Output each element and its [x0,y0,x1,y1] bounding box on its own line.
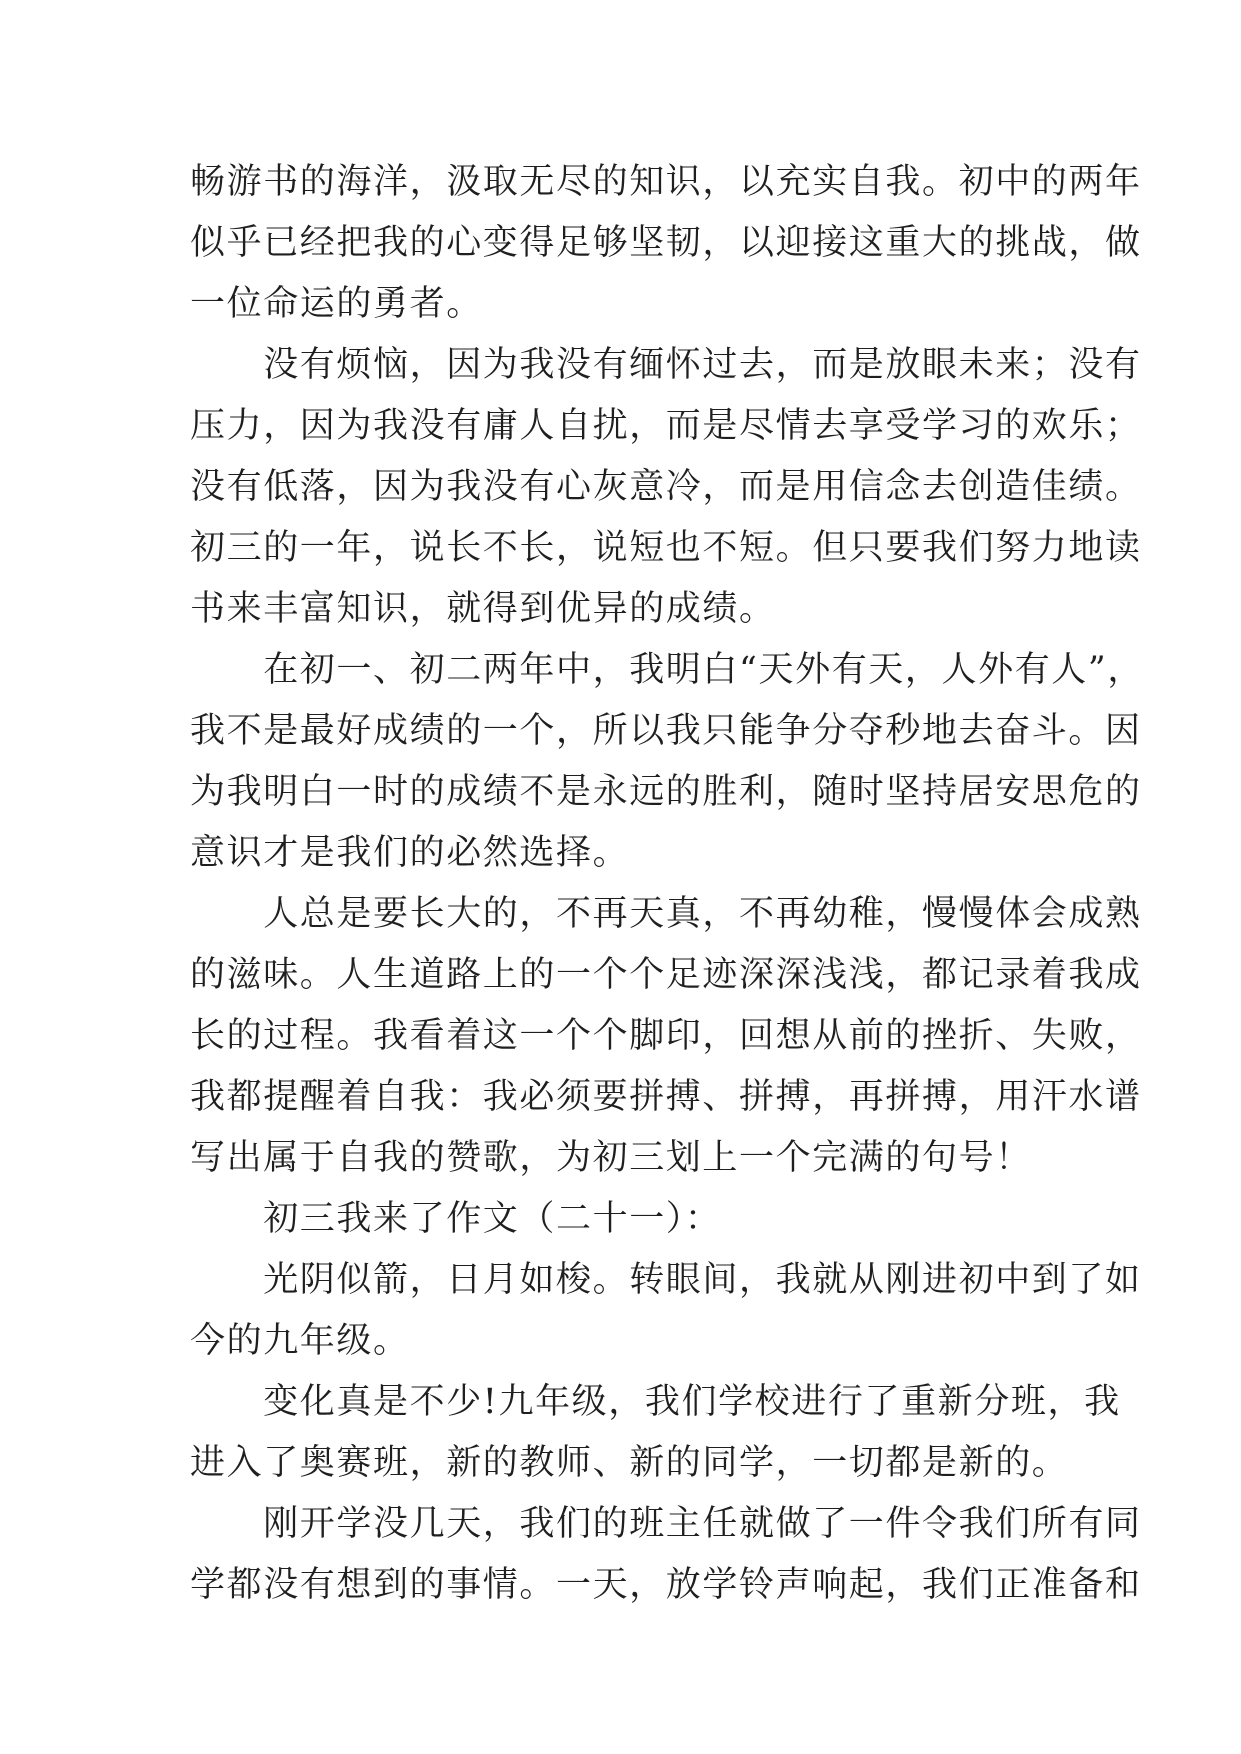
text-line: 我都提醒着自我：我必须要拼搏、拼搏，再拼搏，用汗水谱 [190,1077,1142,1117]
text-line: 初三的一年，说长不长，说短也不短。但只要我们努力地读 [190,528,1142,568]
text-line: 的滋味。人生道路上的一个个足迹深深浅浅，都记录着我成 [190,955,1142,995]
text-line: 书来丰富知识，就得到优异的成绩。 [190,589,776,629]
text-line: 压力，因为我没有庸人自扰，而是尽情去享受学习的欢乐； [190,406,1142,446]
text-line: 没有烦恼，因为我没有缅怀过去，而是放眼未来；没有 [190,345,1142,385]
essay-body [190,152,1144,1616]
text-line: 今的九年级。 [190,1321,410,1361]
text-line: 畅游书的海洋，汲取无尽的知识，以充实自我。初中的两年 [190,162,1142,202]
text-line: 进入了奥赛班，新的教师、新的同学，一切都是新的。 [190,1443,1069,1483]
text-line: 一位命运的勇者。 [190,284,483,324]
text-line: 写出属于自我的赞歌，为初三划上一个完满的句号！ [190,1138,1032,1178]
text-line: 光阴似箭，日月如梭。转眼间，我就从刚进初中到了如 [190,1260,1142,1300]
text-line: 变化真是不少!九年级，我们学校进行了重新分班，我 [190,1382,1121,1422]
text-line: 似乎已经把我的心变得足够坚韧，以迎接这重大的挑战，做 [190,223,1142,263]
text-line: 刚开学没几天，我们的班主任就做了一件令我们所有同 [190,1504,1142,1544]
text-line: 没有低落，因为我没有心灰意冷，而是用信念去创造佳绩。 [190,467,1142,507]
text-line: 长的过程。我看着这一个个脚印，回想从前的挫折、失败， [190,1016,1142,1056]
text-line: 为我明白一时的成绩不是永远的胜利，随时坚持居安思危的 [190,772,1142,812]
text-line: 在初一、初二两年中，我明白“天外有天，人外有人”， [190,650,1144,690]
section-heading: 初三我来了作文（二十一）： [190,1199,722,1239]
text-line: 我不是最好成绩的一个，所以我只能争分夺秒地去奋斗。因 [190,711,1142,751]
text-line: 人总是要长大的，不再天真，不再幼稚，慢慢体会成熟 [190,894,1142,934]
text-line: 意识才是我们的必然选择。 [190,833,630,873]
text-line: 学都没有想到的事情。一天，放学铃声响起，我们正准备和 [190,1565,1142,1605]
